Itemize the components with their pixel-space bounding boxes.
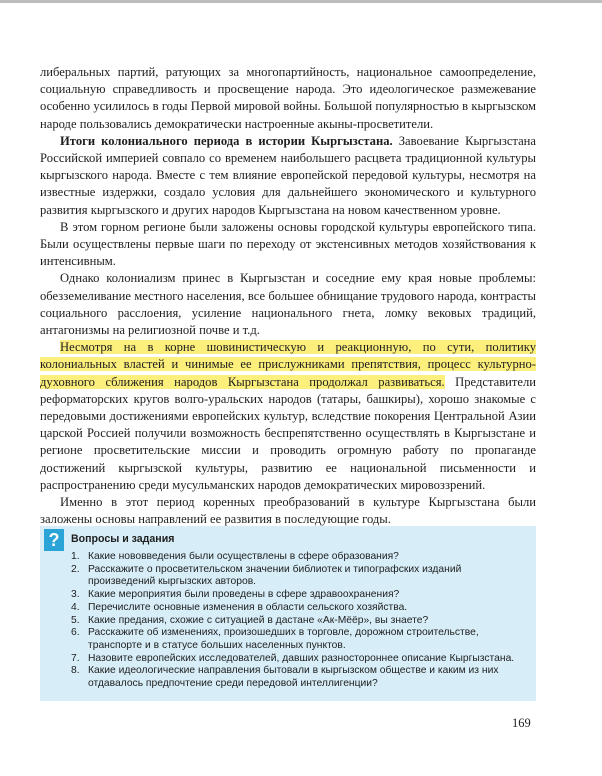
question-text: Расскажите о просветительском значении библиотек и типографских изданий произведений кыргызских авторов. bbox=[88, 563, 462, 588]
question-mark-icon: ? bbox=[44, 529, 64, 551]
question-item bbox=[71, 551, 529, 564]
section-heading: Итоги колониального периода в истории Кыргызстана. bbox=[60, 133, 393, 148]
body-text bbox=[40, 64, 536, 528]
question-item bbox=[71, 665, 529, 690]
question-text: Расскажите об изменениях, произошедших в торговле, дорожном строительстве, транспорте и в статусе больших населенных пунктов. bbox=[88, 627, 479, 651]
question-number: 5. bbox=[71, 614, 80, 626]
page-number: 169 bbox=[512, 716, 531, 730]
paragraph-2 bbox=[40, 133, 536, 219]
question-item bbox=[71, 615, 529, 628]
questions-title: Вопросы и задания bbox=[71, 533, 175, 545]
paragraph-3: В этом горном регионе были заложены основы городской культуры европейского типа. Были осуществлены первые шаги по переходу от экстенсивных методов хозяйствования к интенсивным. bbox=[40, 219, 536, 269]
question-text: Какие мероприятия были проведены в сфере здравоохранения? bbox=[88, 589, 400, 601]
questions-list bbox=[71, 551, 529, 691]
question-text: Назовите европейских исследователей, давших разностороннее описание Кыргызстана. bbox=[88, 652, 515, 664]
paragraph-1: либеральных партий, ратующих за многопартийность, национальное самоопределение, социальную справедливость и просвещение народа. Это идеологическое размежевание особенно усилилось в годы Первой мировой войны. Большой популярностью в кыргызском народе пользовались демократически настроенные акыны-просветители. bbox=[40, 65, 536, 131]
question-number: 6. bbox=[71, 627, 80, 639]
question-number: 2. bbox=[71, 563, 80, 575]
question-number: 8. bbox=[71, 665, 80, 677]
question-number: 7. bbox=[71, 652, 80, 664]
paragraph-5 bbox=[40, 339, 536, 494]
paragraph-5-text: Представители реформаторских кругов волго-уральских народов (татары, башкиры), хорошо знакомые с передовыми достижениями европейских культур, вследствие покорения Центральной Азии царской Россией получили возможность беспрепятственно осуществлять в Кыргызстане и регионе просветительские миссии и проводить огромную работу по пропаганде достижений кыргызской культуры, развитию ее национальной письменности и распространению среди мусульманских народов демократических мировоззрений. bbox=[40, 374, 537, 492]
question-item bbox=[71, 653, 529, 666]
question-text: Перечислите основные изменения в области сельского хозяйства. bbox=[88, 601, 408, 613]
question-text: Какие идеологические направления бытовали в кыргызском обществе и каким из них отдавалось предпочтение среди передовой интеллигенции? bbox=[88, 665, 499, 690]
question-item bbox=[71, 589, 529, 602]
paragraph-4: Однако колониализм принес в Кыргызстан и соседние ему края новые проблемы: обезземеливание местного населения, все большее обнищание трудового народа, контрасты социального расслоения, усиление национального гнета, ломку вековых традиций, антагонизмы на религиозной почве и т.д. bbox=[40, 271, 536, 338]
question-number: 1. bbox=[71, 551, 80, 562]
highlighted-text: Несмотря на в корне шовинистическую и реакционную, по сути, политику колониальных властей и чинимые ее прислужниками препятствия, процесс культурно-духовного сближения народов Кыргызстана продолжал развиваться. bbox=[40, 340, 536, 389]
top-rule bbox=[0, 0, 602, 3]
question-number: 4. bbox=[71, 601, 80, 613]
paragraph-2-text: Завоевание Кыргызстана Российской империей совпало со временем наибольшего расцвета традиционной культуры кыргызского народа. Вместе с тем влияние европейской передовой культуры, несмотря на известные издержки, создало условия для дальнейшего экономического и культурного развития кыргызского и других народов Кыргызстана на новом качественном уровне. bbox=[40, 133, 536, 217]
question-text: Какие нововведения были осуществлены в сфере образования? bbox=[88, 551, 399, 562]
question-item bbox=[71, 627, 529, 652]
paragraph-6: Именно в этот период коренных преобразований в культуре Кыргызстана были заложены основы направлений ее развития в последующие годы. bbox=[40, 495, 536, 527]
question-item bbox=[71, 602, 529, 615]
question-text: Какие предания, схожие с ситуацией в дастане «Ак-Мёёр», вы знаете? bbox=[88, 614, 429, 626]
question-item bbox=[71, 564, 529, 589]
question-number: 3. bbox=[71, 589, 80, 601]
